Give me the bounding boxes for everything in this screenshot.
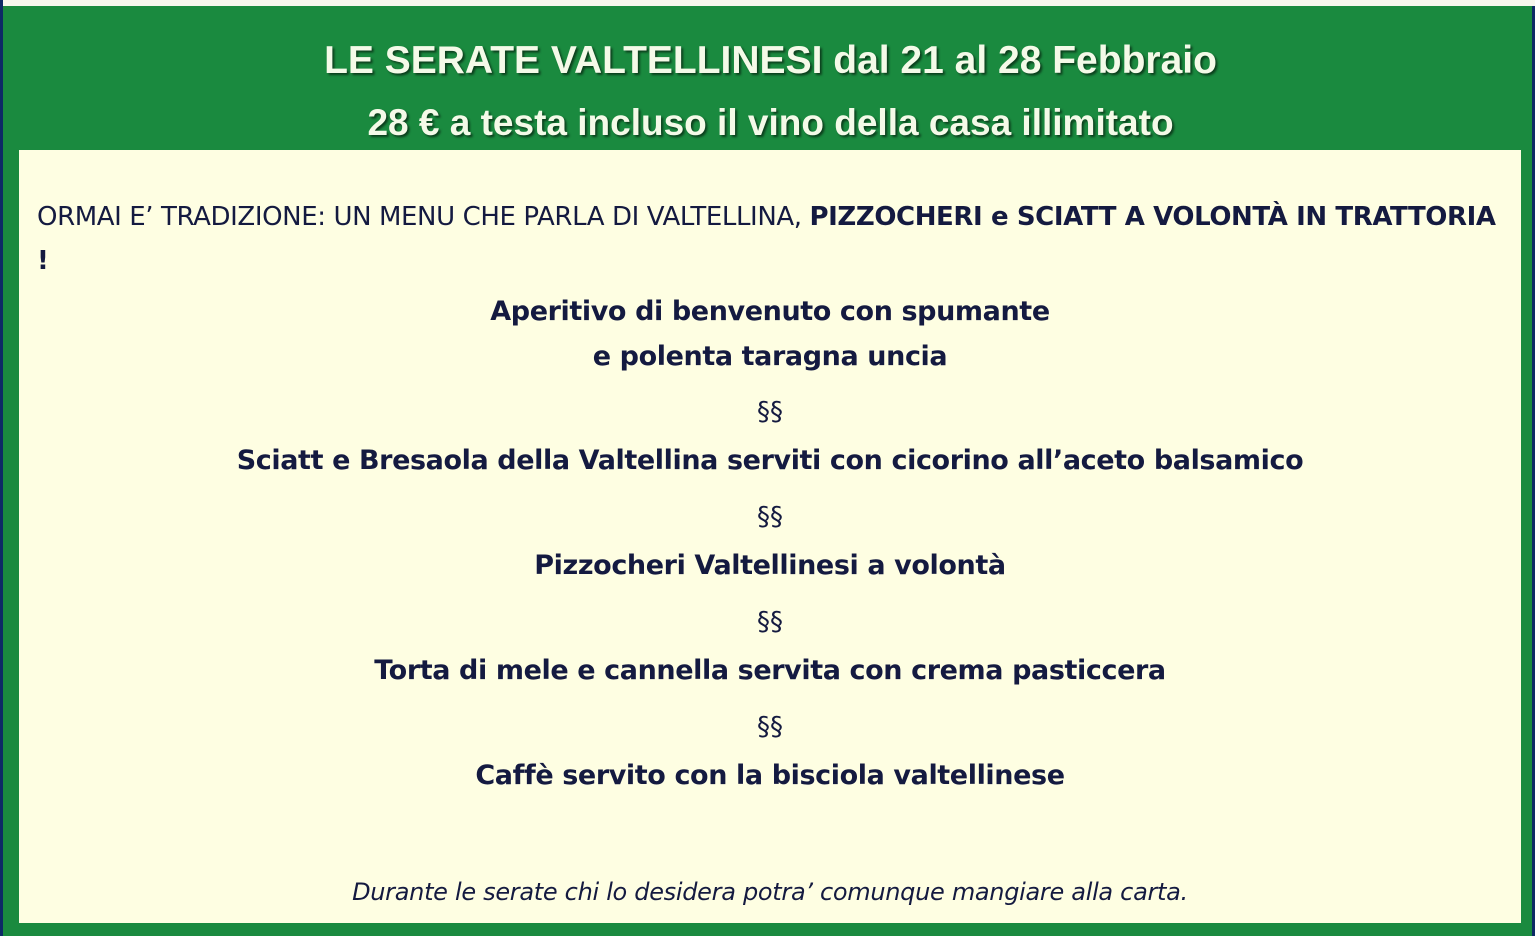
- menu-item-torta: Torta di mele e cannella servita con crema pasticcera: [374, 655, 1166, 686]
- price-line: 28 € a testa incluso il vino della casa illimitato: [367, 102, 1174, 143]
- menu-item-pizzocheri: Pizzocheri Valtellinesi a volontà: [534, 550, 1006, 581]
- menu-item-polenta: e polenta taragna uncia: [592, 341, 948, 372]
- menu-item-sciatt: Sciatt e Bresaola della Valtellina serviti con cicorino all’aceto balsamico: [236, 445, 1304, 476]
- separator: §§: [757, 607, 783, 637]
- intro-plain: ORMAI E’ TRADIZIONE: UN MENU CHE PARLA DI VALTELLINA,: [37, 202, 810, 232]
- intro-text: [37, 195, 1497, 283]
- separator: §§: [757, 502, 783, 532]
- footnote: Durante le serate chi lo desidera potra’ comunque mangiare alla carta.: [352, 878, 1188, 906]
- intro-bold: PIZZOCHERI e SCIATT A VOLONTÀ IN TRATTORIA !: [37, 202, 1496, 276]
- event-title: LE SERATE VALTELLINESI dal 21 al 28 Febbraio: [324, 39, 1217, 82]
- menu-item-aperitivo: Aperitivo di benvenuto con spumante: [490, 296, 1050, 327]
- menu-item-caffe: Caffè servito con la bisciola valtellinese: [475, 760, 1065, 791]
- separator: §§: [757, 712, 783, 742]
- menu-panel: [19, 150, 1521, 923]
- separator: §§: [757, 397, 783, 427]
- header-banner: [3, 6, 1535, 150]
